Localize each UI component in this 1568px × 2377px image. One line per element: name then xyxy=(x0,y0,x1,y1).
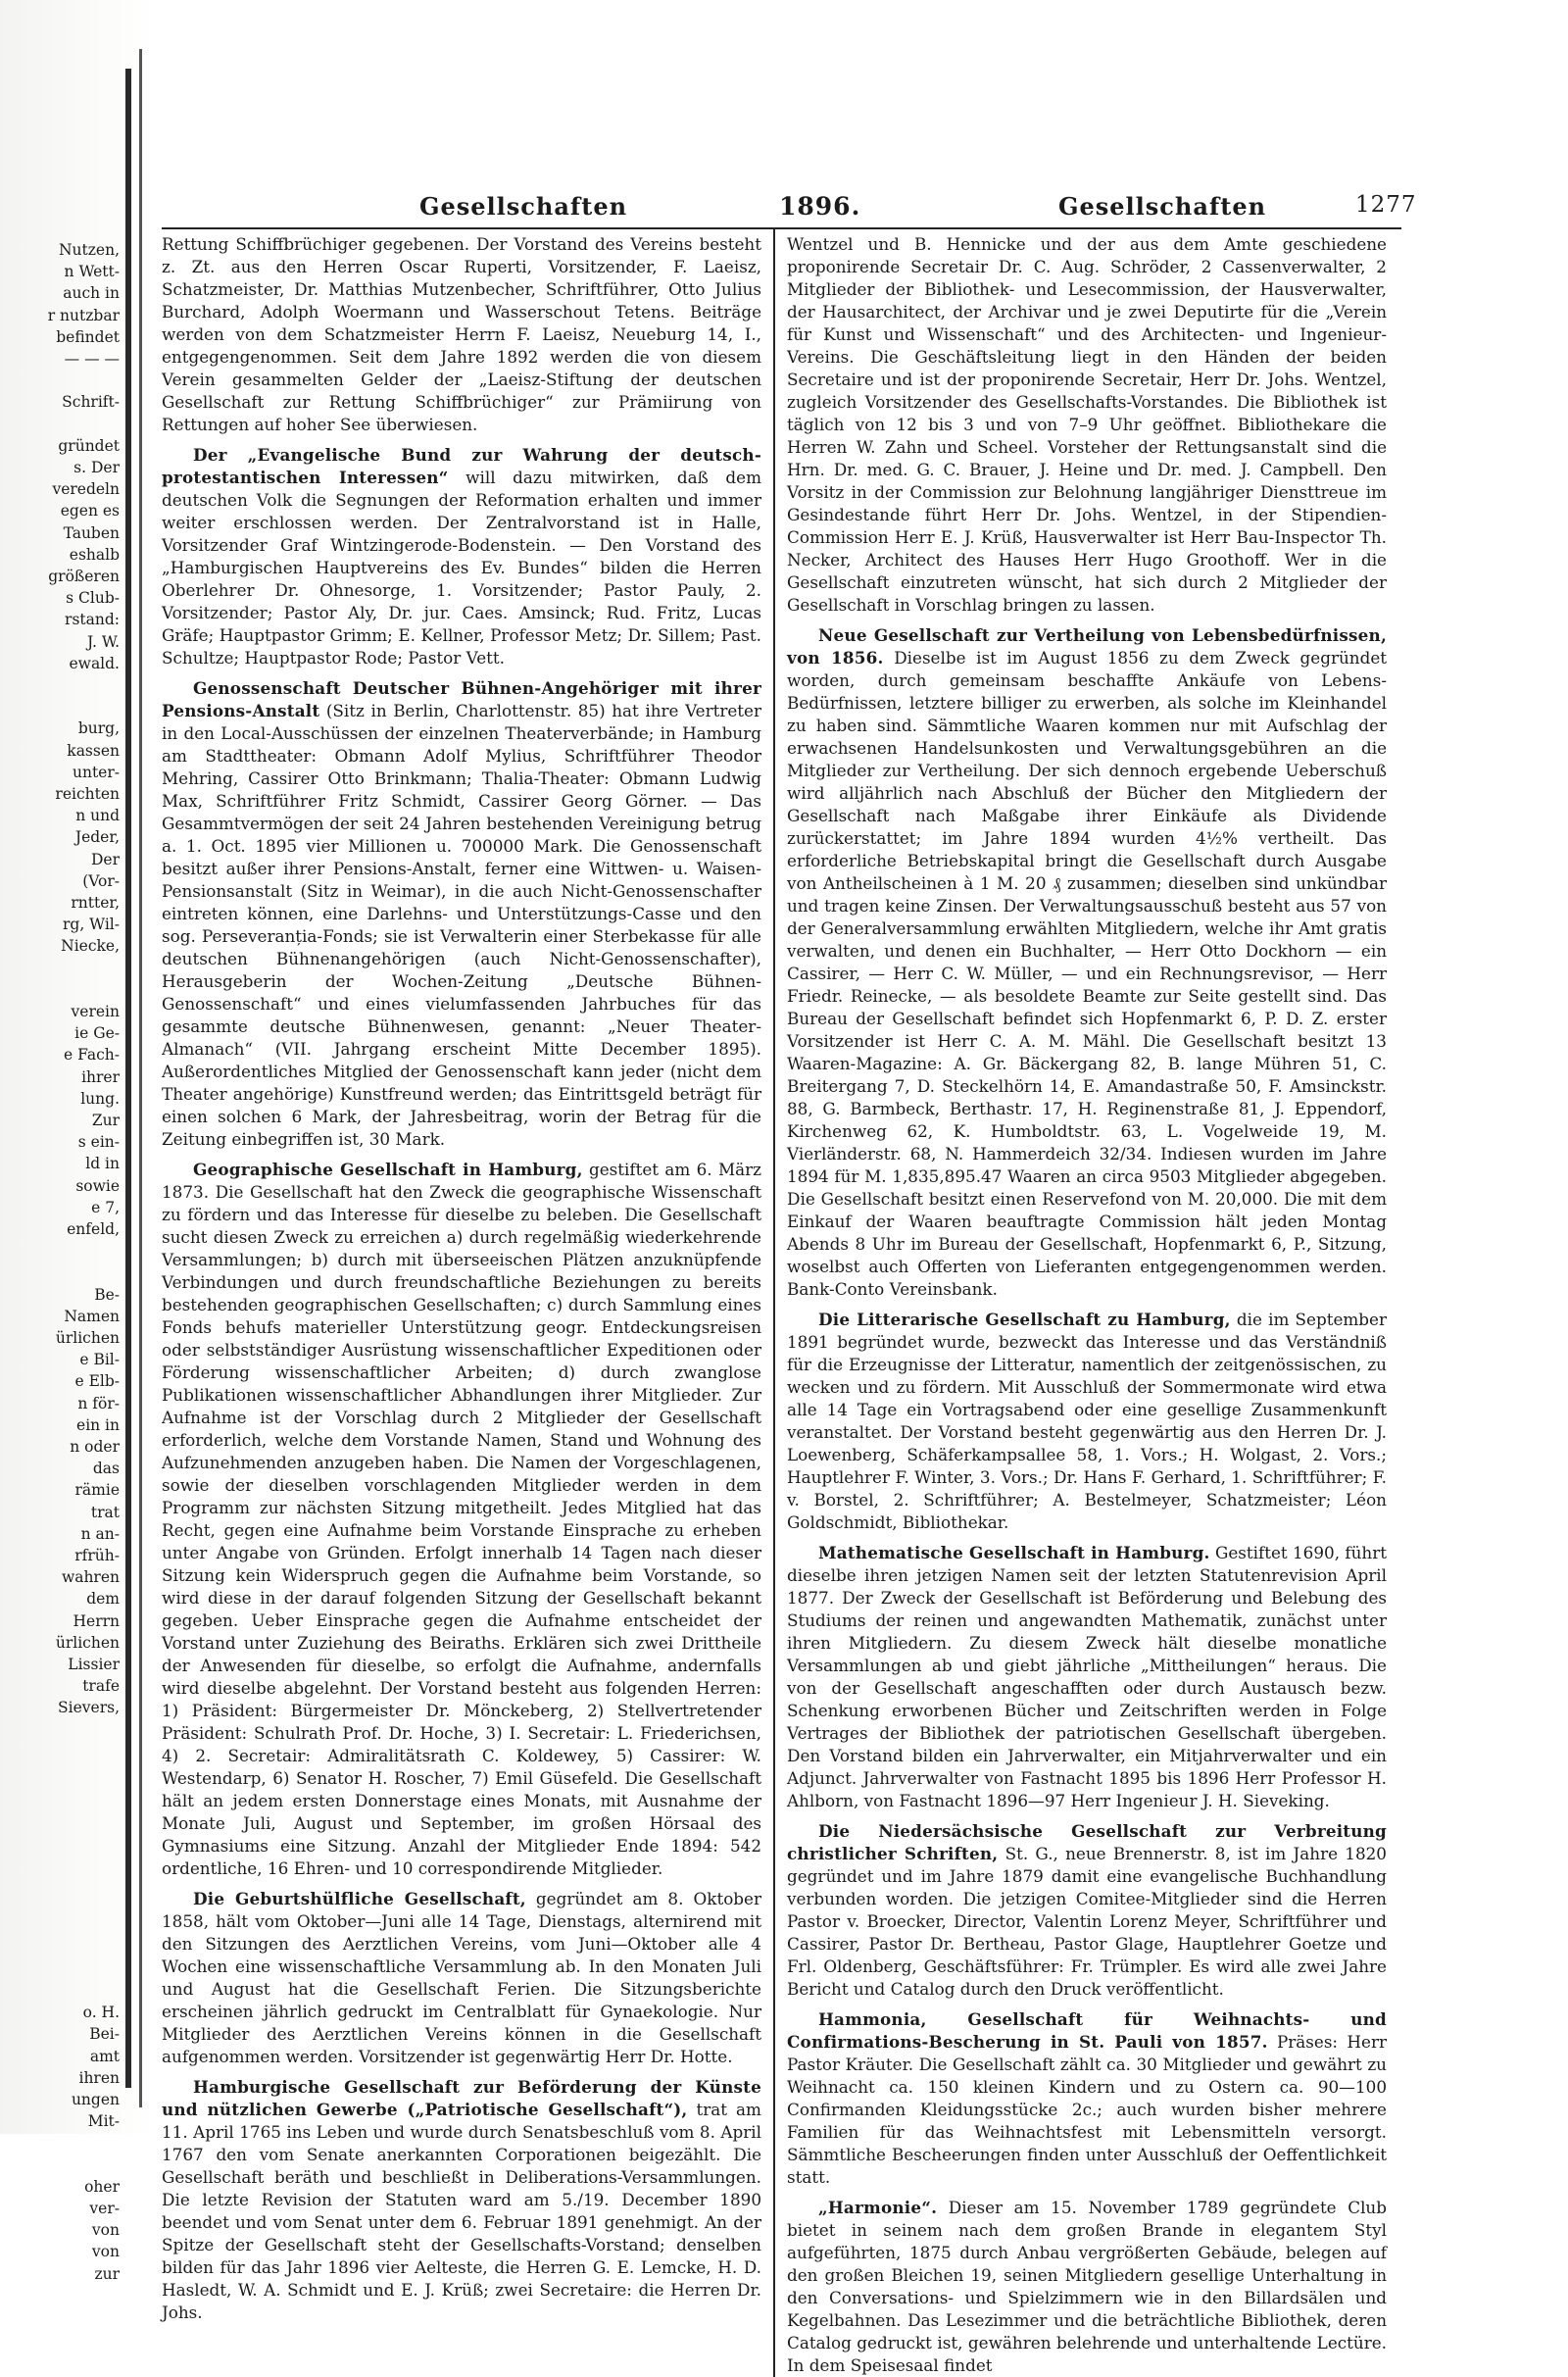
gutter-fragment: Lissier xyxy=(68,1656,120,1673)
column-entry xyxy=(787,2197,1387,2377)
running-head-right: Gesellschaften xyxy=(1058,192,1267,221)
entry-paragraph xyxy=(162,677,761,1151)
gutter-fragment: ungen xyxy=(71,2091,120,2108)
gutter-fragment: egen es xyxy=(60,502,120,520)
entry-body: St. G., neue Brennerstr. 8, ist im Jahre 1820 gegründet und im Jahre 1879 damit eine evangelische Buchhandlung verbunden worden. Die jetzigen Comitee-Mitglieder sind die Herren Pastor v. Broecker, Director, Valentin Lorenz Meyer, Schriftführer und Cassirer, Pastor Dr. Bertheau, Pastor Glage, Hauptlehrer Goetze und Frl. Oldenberg, Geschäftsführer: Fr. Trümpler. Es wird alle zwei Jahre Bericht und Catalog durch den Druck veröffentlicht. xyxy=(787,1844,1387,1999)
binding-shadow xyxy=(139,49,142,2107)
column-entry xyxy=(162,677,761,1151)
gutter-fragment: rfrüh- xyxy=(74,1547,120,1564)
gutter-fragment: amt xyxy=(89,2047,120,2065)
entry-paragraph xyxy=(787,1542,1387,1812)
entry-body: will dazu mitwirken, daß dem deutschen Volk die Segnungen der Reformation erhalten und immer weiter erschlossen werden. Der Zentralvorstand ist in Halle, Vorsitzender Graf Wintzingerode-Bodenstein. — Den Vorstand des „Hamburgischen Hauptvereins des Ev. Bundes“ bilden die Herren Oberlehrer Dr. Ohnesorge, 1. Vorsitzender; Pastor Pauly, 2. Vorsitzender; Pastor Aly, Dr. jur. Caes. Amsinck; Rud. Fritz, Lucas Gräfe; Hauptpastor Grimm; E. Kellner, Professor Metz; Dr. Sillem; Past. Schultze; Hauptpastor Rode; Pastor Vett. xyxy=(162,468,761,668)
gutter-fragment: n an- xyxy=(80,1524,120,1543)
gutter-fragment: Jeder, xyxy=(74,828,120,847)
gutter-fragment: ld in xyxy=(85,1155,120,1173)
gutter-fragment: J. W. xyxy=(86,632,120,651)
gutter-fragment: Bei- xyxy=(89,2025,120,2044)
running-head-year: 1896. xyxy=(779,192,861,221)
entry-paragraph xyxy=(162,444,761,669)
entry-body: Dieselbe ist im August 1856 zu dem Zweck gegründet worden, durch gemeinsam beschaffte Ankäufe von Lebens-Bedürfnissen, letztere billiger zu erwerben, als solche im Kleinhandel zu haben sind. Sämmtliche Waaren kommen nur mit Aufschlag der erwachsenen Handelsunkosten und Verwaltungsgebühren an die Mitglieder zur Vertheilung. Der sich dennoch ergebende Ueberschuß wird alljährlich nach Abschluß der Bücher den Mitgliedern der Gesellschaft nach Maßgabe ihrer Einkäufe als Dividende zurückerstattet; im Jahre 1894 wurden 4½% vertheilt. Das erforderliche Betriebskapital bringt die Gesellschaft durch Ausgabe von Antheilscheinen à 1 M. 20 ₰ zusammen; dieselben sind unkündbar und tragen keine Zinsen. Der Verwaltungsausschuß besteht aus 57 von der Generalversammlung erwählten Mitgliedern, welche ihr Amt gratis verwalten, und denen ein Buchhalter, — Herr Otto Dockhorn — ein Cassirer, — Herr C. W. Müller, — und ein Rechnungsrevisor, — Herr Friedr. Reinecke, — als besoldete Beamte zur Seite gestellt sind. Das Bureau der Gesellschaft befindet sich Hopfenmarkt 6, P. D. Z. erster Vorsitzender ist Herr C. A. M. Mähl. Die Gesellschaft besitzt 13 Waaren-Magazine: A. Gr. Bäckergang 82, B. lange Mühren 51, C. Breitergang 7, D. Steckelhörn 14, E. Amandastraße 50, F. Amsinckstr. 88, G. Barmbeck, Berthastr. 17, H. Reginenstraße 81, J. Eppendorf, Kirchenweg 62, K. Humboldtstr. 63, L. Vogelweide 19, M. Vierländerstr. 68, N. Hammerdeich 32/34. Indiesen wurden im Jahre 1894 für M. 1,835,895.47 Waaren an circa 9503 Mitglieder abgegeben. Die Gesellschaft besitzt einen Reservefond von M. 20,000. Die mit dem Einkauf der Waaren beauftragte Commission hält jeden Montag Abends 8 Uhr im Bureau der Gesellschaft, Hopfenmarkt 6, P., Sitzung, woselbst auch Offerten von Lieferanten entgegengenommen werden. Bank-Conto Vereinsbank. xyxy=(787,648,1387,1299)
running-head-left: Gesellschaften xyxy=(419,192,628,221)
entry-body: Gestiftet 1690, führt dieselbe ihren jetzigen Namen seit der letzten Statutenrevision April 1877. Der Zweck der Gesellschaft ist Beförderung und Belebung des Studiums der reinen und angewandten Mathematik, zunächst unter ihren Mitgliedern. Zu diesem Zweck hält dieselbe monatliche Versammlungen ab und giebt jährliche „Mittheilungen“ heraus. Die von der Gesellschaft angeschafften oder durch Austausch bezw. Schenkung erworbenen Bücher und Zeitschriften werden in Folge Vertrages der Bibliothek der patriotischen Gesellschaft übergeben. Den Vorstand bilden ein Jahrverwalter, ein Mitjahrverwalter und ein Adjunct. Jahrverwalter von Fastnacht 1895 bis 1896 Herr Professor H. Ahlborn, von Fastnacht 1896—97 Herr Ingenieur J. H. Sieveking. xyxy=(787,1543,1387,1810)
gutter-fragment: dem xyxy=(86,1590,120,1609)
column-entry xyxy=(787,233,1387,617)
adjacent-page-edge xyxy=(0,0,157,2283)
gutter-fragment: Schrift- xyxy=(62,393,120,412)
entry-title: Genossenschaft Deutscher Bühnen-Angehöriger mit ihrer Pensions-Anstalt xyxy=(162,678,761,720)
entry-paragraph xyxy=(787,233,1387,617)
entry-body: (Sitz in Berlin, Charlottenstr. 85) hat ihre Vertreter in den Local-Ausschüssen der einzelnen Theaterverbände; in Hamburg am Stadttheater: Obmann Adolf Mylius, Schriftführer Theodor Mehring, Cassirer Otto Brinkmann; Thalia-Theater: Obmann Ludwig Max, Schriftführer Fritz Schmidt, Cassirer Georg Görner. — Das Gesammtvermögen der seit 24 Jahren bestehenden Vereinigung betrug a. 1. Oct. 1895 vier Millionen u. 700000 Mark. Die Genossenschaft besitzt außer ihrer Pensions-Anstalt, ferner eine Wittwen- u. Waisen-Pensionsanstalt (Sitz in Weimar), in die auch Nicht-Genossenschafter eintreten können, eine Darlehns- und Unterstützungs-Casse und den sog. Perseveranția-Fonds; sie ist Verwalterin einer Sterbekasse für alle deutschen Bühnenangehörigen (auch Nicht-Genossenschafter), Herausgeberin der Wochen-Zeitung „Deutsche Bühnen-Genossenschaft“ und eines vielumfassenden Jahrbuches für das gesammte deutsche Bühnenwesen, genannt: „Neuer Theater-Almanach“ (VII. Jahrgang erscheint Mitte December 1895). Außerordentliches Mitglied der Genossenschaft kann jeder (nicht dem Theater angehörige) Kunstfreund werden; das Eintrittsgeld beträgt für einen solchen 6 Mark, der Jahresbeitrag, worin der Betrag für die Zeitung einbegriffen ist, 30 Mark. xyxy=(162,701,761,1149)
gutter-fragment: Sievers, xyxy=(58,1699,120,1717)
gutter-fragment: e Elb- xyxy=(74,1372,120,1391)
page-number: 1277 xyxy=(1355,192,1417,218)
gutter-fragment: burg, xyxy=(77,719,120,738)
gutter-fragment: größeren xyxy=(48,568,120,585)
gutter-fragment: veredeln xyxy=(52,480,120,499)
entry-body: Präses: Herr Pastor Kräuter. Die Gesellschaft zählt ca. 30 Mitglieder und gewährt zu Weihnacht ca. 150 kleinen Kindern und zu Ostern ca. 90—100 Confirmanden Kleidungsstücke 2c.; auch wurden bisher mehrere Familien für das Weihnachtsfest mit Lebensmitteln versorgt. Sämmtliche Bescheerungen finden unter Ausschluß der Oeffentlichkeit statt. xyxy=(787,2032,1388,2187)
entry-title: Hammonia, Gesellschaft für Weihnachts- und Confirmations-Bescherung in St. Pauli von 1857. xyxy=(787,2009,1387,2052)
entry-paragraph xyxy=(787,624,1387,1301)
running-head xyxy=(162,192,1417,225)
gutter-fragment: trat xyxy=(90,1503,120,1521)
gutter-fragment: Namen xyxy=(64,1307,120,1325)
entry-paragraph xyxy=(162,1159,761,1880)
entry-title: Die Litterarische Gesellschaft zu Hamburg, xyxy=(818,1310,1231,1329)
gutter-fragment: auch in xyxy=(63,284,120,303)
entry-body: gegründet am 8. Oktober 1858, hält vom Oktober—Juni alle 14 Tage, Dienstags, alternirend mit den Sitzungen des Aerztlichen Vereins, vom Juni—Oktober alle 4 Wochen eine wissenschaftliche Versammlung ab. In den Monaten Juli und August hat die Gesellschaft Ferien. Die Sitzungsberichte erscheinen jährlich gedruckt im Centralblatt für Gynaekologie. Nur Mitglieder des Aerztlichen Vereins können in die Gesellschaft aufgenommen werden. Vorsitzender ist gegenwärtig Herr Dr. Hotte. xyxy=(162,1889,761,2066)
entry-title: „Harmonie“. xyxy=(818,2198,938,2217)
column-entry xyxy=(787,1309,1387,1534)
gutter-fragment: lung. xyxy=(80,1089,120,1108)
column-entry xyxy=(162,1888,761,2068)
gutter-fragment: e Bil- xyxy=(79,1351,120,1369)
gutter-fragment: s. Der xyxy=(74,459,120,476)
gutter-fragment: ihrer xyxy=(81,1067,120,1086)
gutter-fragment: enfeld, xyxy=(67,1220,120,1238)
gutter-fragment: Der xyxy=(90,850,120,868)
gutter-fragment: das xyxy=(92,1460,120,1478)
entry-title: Neue Gesellschaft zur Vertheilung von Lebensbedürfnissen, von 1856. xyxy=(787,625,1387,668)
entry-body: gestiftet am 6. März 1873. Die Gesellschaft hat den Zweck die geographische Wissenschaft zu fördern und das Interesse für dieselbe zu beleben. Die Gesellschaft sucht diesen Zweck zu erreichen a) durch regelmäßig wiederkehrende Versammlungen; b) durch mit überseeischen Plätzen anzuknüpfende Verbindungen und durch freundschaftliche Beziehungen zu bereits bestehenden geographischen Gesellschaften; c) durch Sammlung eines Fonds behufs materieller Unterstützung geogr. Entdeckungsreisen oder selbstständiger Ausrüstung wissenschaftlicher Expeditionen oder Förderung wissenschaftlicher Arbeiten; d) durch zwanglose Publikationen wissenschaftlicher Abhandlungen ihrer Mitglieder. Zur Aufnahme ist der Vorschlag durch 2 Mitglieder der Gesellschaft erforderlich, welche dem Vorstande Namen, Stand und Wohnung des Aufzunehmenden anzugeben haben. Die Namen der Vorgeschlagenen, sowie der dieselben vorschlagenden Mitglieder werden in dem Programm zur nächsten Sitzung mitgetheilt. Jedes Mitglied hat das Recht, gegen eine Aufnahme beim Vorstande Einsprache zu erheben unter Angabe von Gründen. Erfolgt innerhalb 14 Tagen nach dieser Sitzung kein Widerspruch gegen die Aufnahme beim Vorstande, so wird diese in der darauf folgenden Sitzung der Gesellschaft bekannt gegeben. Ueber Einsprache gegen die Aufnahme entscheidet der Vorstand unter Zuziehung des Beiraths. Erklären sich zwei Drittheile der Anwesenden für dieselbe, so erfolgt die Aufnahme, andernfalls wird dieselbe abgelehnt. Der Vorstand besteht aus folgenden Herren: 1) Präsident: Bürgermeister Dr. Mönckeberg, 2) Stellvertretender Präsident: Schulrath Prof. Dr. Hoche, 3) I. Secretair: L. Friederichsen, 4) 2. Secretair: Admiralitätsrath C. Koldewey, 5) Cassirer: W. Westendarp, 6) Senator H. Roscher, 7) Emil Güsefeld. Die Gesellschaft hält an jedem ersten Donnerstage eines Monats, mit Ausnahme der Monate Juli, August und September, im großen Hörsaal des Gymnasiums eine Sitzung. Anzahl der Mitglieder Ende 1894: 542 ordentliche, 16 Ehren- und 10 correspondirende Mitglieder. xyxy=(162,1160,761,1878)
gutter-fragment: reichten xyxy=(55,785,120,803)
gutter-fragment: rntter, xyxy=(71,894,120,912)
gutter-fragment: eshalb xyxy=(69,545,120,564)
entry-title: Geographische Gesellschaft in Hamburg, xyxy=(193,1160,583,1179)
gutter-fragment: Niecke, xyxy=(61,937,120,956)
header-rule xyxy=(162,227,1401,229)
column-entry xyxy=(787,1820,1387,2001)
gutter-fragment: von xyxy=(91,2243,120,2261)
gutter-fragment: ürlichen xyxy=(55,1329,120,1347)
gutter-fragment: ie Ge- xyxy=(74,1024,120,1043)
gutter-fragment: verein xyxy=(71,1003,120,1020)
gutter-fragment: — — — xyxy=(64,350,120,368)
column-entry xyxy=(162,1159,761,1880)
gutter-fragment: n för- xyxy=(77,1394,120,1412)
gutter-fragment: ewald. xyxy=(69,654,120,672)
entry-paragraph xyxy=(162,2076,761,2324)
gutter-fragment: n Wett- xyxy=(64,263,120,281)
gutter-fragment: o. H. xyxy=(82,2004,120,2022)
entry-body: die im September 1891 begründet wurde, bezweckt das Interesse und das Verständniß für die Erzeugnisse der Litteratur, namentlich der zeitgenössischen, zu wecken und zu fördern. Mit Ausschluß der Sommermonate wird etwa alle 14 Tage ein Vortragsabend oder eine gesellige Zusammenkunft veranstaltet. Der Vorstand besteht gegenwärtig aus den Herren Dr. J. Loewenberg, Schäferkampsallee 58, 1. Vors.; H. Wolgast, 2. Vors.; Hauptlehrer F. Winter, 3. Vors.; Dr. Hans F. Gerhard, 1. Schriftführer; F. v. Borstel, 2. Schriftführer; A. Bestelmeyer, Schatzmeister; Léon Goldschmidt, Bibliothekar. xyxy=(787,1310,1387,1532)
column-entry xyxy=(787,1542,1387,1812)
gutter-fragment: s Club- xyxy=(66,589,120,608)
gutter-fragment: trafe xyxy=(82,1677,120,1696)
gutter-fragment: Tauben xyxy=(63,523,120,542)
gutter-fragment: von xyxy=(91,2221,120,2240)
text-columns xyxy=(162,233,1401,2377)
gutter-fragment: (Vor- xyxy=(82,871,120,890)
gutter-fragment: Mit- xyxy=(87,2112,120,2131)
gutter-fragment: rstand: xyxy=(65,611,120,629)
column-entry xyxy=(787,624,1387,1301)
gutter-fragment: n und xyxy=(75,807,120,825)
entry-paragraph xyxy=(162,233,761,436)
entry-body: trat am 11. April 1765 ins Leben und wurde durch Senatsbeschluß vom 8. April 1767 den vom Senate anerkannten Corporationen beigezählt. Die Gesellschaft beräth und beschließt in Deliberations-Versammlungen. Die letzte Revision der Statuten ward am 5./19. December 1890 beendet und vom Senat unter dem 6. Februar 1891 genehmigt. An der Spitze der Gesellschaft steht der Gesellschafts-Vorstand; denselben bilden für das Jahr 1896 vier Aelteste, die Herren G. E. Lemcke, H. D. Hasledt, W. A. Schmidt und E. J. Krüß; zwei Secretaire: die Herren Dr. Johs. xyxy=(162,2100,761,2322)
gutter-fragment: Nutzen, xyxy=(58,241,120,259)
gutter-fragment: oher xyxy=(84,2177,120,2196)
gutter-fragment: ein in xyxy=(76,1415,120,1434)
entry-paragraph xyxy=(787,2197,1387,2377)
entry-title: Die Niedersächsische Gesellschaft zur Verbreitung christlicher Schriften, xyxy=(787,1821,1387,1863)
gutter-fragment: ver- xyxy=(89,2200,120,2217)
entry-paragraph xyxy=(787,2008,1387,2189)
gutter-fragment: wahren xyxy=(61,1568,120,1587)
gutter-fragment: e Fach- xyxy=(64,1046,120,1065)
entry-title: Die Geburtshülfliche Gesellschaft, xyxy=(193,1889,526,1908)
entry-paragraph xyxy=(787,1820,1387,2001)
page xyxy=(162,192,1417,2377)
column-entry xyxy=(162,444,761,669)
gutter-fragment: rämie xyxy=(74,1481,120,1500)
entry-title: Hamburgische Gesellschaft zur Beförderung der Künste und nützlichen Gewerbe („Patriotische Gesellschaft“), xyxy=(162,2077,761,2119)
gutter-fragment: ürlichen xyxy=(55,1633,120,1652)
column-entry xyxy=(162,2076,761,2324)
entry-body: Dieser am 15. November 1789 gegründete Club bietet in seinem nach dem großen Brande in elegantem Styl aufgeführten, 1875 durch Anbau vergrößerten Gebäude, belegen auf den großen Bleichen 19, seinen Mitgliedern gesellige Unterhaltung in den Conversations- und Spielzimmern wie in den Billardsälen und Kegelbahnen. Das Lesezimmer und die beträchtliche Bibliothek, deren Catalog gedruckt ist, gewähren belehrende und unterhaltende Lectüre. In dem Speisesaal findet xyxy=(787,2198,1387,2375)
entry-title: Mathematische Gesellschaft in Hamburg. xyxy=(818,1543,1210,1562)
entry-body: Rettung Schiffbrüchiger gegebenen. Der Vorstand des Vereins besteht z. Zt. aus den Herren Oscar Ruperti, Vorsitzender, F. Laeisz, Schatzmeister, Dr. Matthias Mutzenbecher, Schriftführer, Otto Julius Burchard, Adolph Woermann und Wasserschout Tetens. Beiträge werden von dem Schatzmeister Herrn F. Laeisz, Neueburg 14, I., entgegengenommen. Seit dem Jahre 1892 werden die von diesem Verein gesammelten Gelder der „Laeisz-Stiftung der deutschen Gesellschaft zur Rettung Schiffbrüchiger“ zur Prämiirung von Rettungen auf hoher See überwiesen. xyxy=(162,234,761,434)
column-entry xyxy=(162,233,761,436)
entry-paragraph xyxy=(787,1309,1387,1534)
gutter-fragment: s ein- xyxy=(77,1133,120,1152)
gutter-fragment: n oder xyxy=(70,1438,120,1456)
gutter-fragment: gründet xyxy=(58,436,120,455)
entry-title: Der „Evangelische Bund zur Wahrung der deutsch-protestantischen Interessen“ xyxy=(162,445,761,487)
gutter-rule xyxy=(125,69,131,2088)
column-entry xyxy=(787,2008,1387,2189)
gutter-fragment: zur xyxy=(94,2264,120,2283)
gutter-fragment: ihren xyxy=(78,2068,120,2087)
gutter-fragment: befindet xyxy=(56,327,120,346)
left-column xyxy=(162,233,773,2377)
gutter-fragment: r nutzbar xyxy=(47,306,120,324)
right-column xyxy=(775,233,1387,2377)
gutter-fragment: sowie xyxy=(75,1176,120,1195)
gutter-fragment: rg, Wil- xyxy=(63,916,120,934)
gutter-fragment: Zur xyxy=(91,1112,120,1129)
entry-body: Wentzel und B. Hennicke und der aus dem Amte geschiedene proponirende Secretair Dr. C. Aug. Schröder, 2 Cassenverwalter, 2 Mitglieder der Bibliothek- und Lesecommission, der Hausverwalter, der Hausarchitect, der Archivar und je zwei Deputirte für die „Verein für Kunst und Wissenschaft“ und des Architecten- und Ingenieur-Vereins. Die Geschäftsleitung liegt in den Händen der beiden Secretaire und ist der proponirende Secretair, Herr Dr. Johs. Wentzel, zugleich Vorsitzender des Gesellschafts-Vorstandes. Die Bibliothek ist täglich von 12 bis 3 und von 7–9 Uhr geöffnet. Bibliothekare die Herren W. Zahn und Scheel. Vorsteher der Rettungsanstalt sind die Hrn. Dr. med. G. C. Brauer, J. Heine und Dr. med. J. Campbell. Den Vorsitz in der Commission zur Belohnung langjähriger Diensttreue im Gesindestande führt Herr Dr. Johs. Wentzel, in der Stipendien-Commission Herr E. J. Krüß, Hausverwalter ist Herr Bau-Inspector Th. Necker, Architect des Hauses Herr Hugo Groothoff. Wer in die Gesellschaft einzutreten wünscht, hat sich durch 2 Mitglieder der Gesellschaft in Vorschlag bringen zu lassen. xyxy=(787,234,1387,615)
gutter-fragment: e 7, xyxy=(91,1198,120,1216)
gutter-fragment: kassen xyxy=(67,741,120,760)
gutter-fragment: unter- xyxy=(72,763,120,781)
gutter-fragment: Herrn xyxy=(73,1611,120,1630)
gutter-fragment: Be- xyxy=(94,1285,120,1304)
entry-paragraph xyxy=(162,1888,761,2068)
